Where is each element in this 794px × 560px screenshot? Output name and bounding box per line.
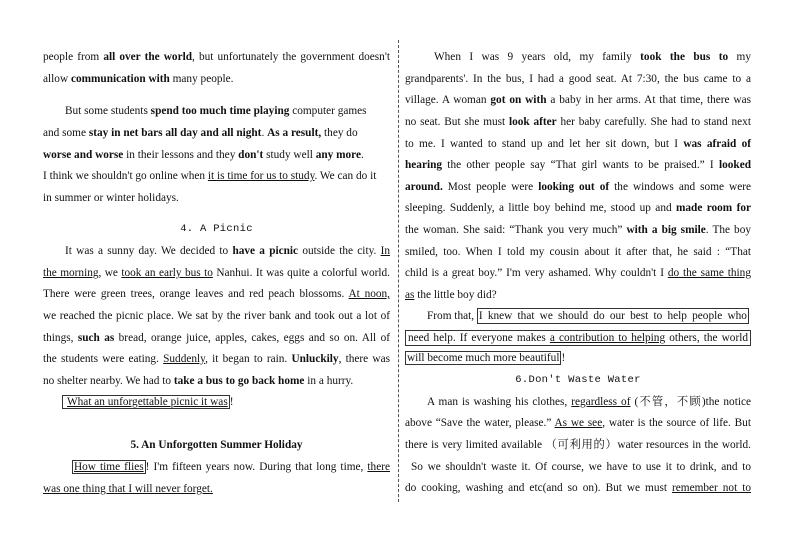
text-line: But some students spend too much time playing computer games — [65, 105, 367, 117]
boxed-phrase: How time flies — [74, 461, 144, 473]
text-line: the students were eating. Suddenly, it began to rain. Unluckily, there was — [43, 353, 390, 365]
text-line: and some stay in net bars all day and all night. As a result, they do — [43, 127, 358, 139]
text-line: From that, I knew that we should do our best to help people who — [427, 310, 747, 322]
text-line: What an unforgettable picnic it was ! — [43, 395, 390, 409]
text-line: around. Most people were looking out of the windows and some were — [405, 181, 751, 193]
text-line: A man is washing his clothes, regardless of (不管，不顾)the notice — [427, 396, 752, 408]
boxed-phrase: I knew that we should do our best to help people who — [478, 310, 747, 322]
text-line: worse and worse in their lessons and they don't study well any more. — [43, 149, 364, 161]
boxed-text-line: need help. If everyone makes a contribution to helping others, the world — [405, 330, 751, 346]
boxed-phrase: What an unforgettable picnic it was — [62, 395, 230, 409]
text-line: When I was 9 years old, my family took the bus to my — [434, 51, 751, 63]
text-line: above “Save the water, please.” As we see, water is the source of life. But — [405, 417, 751, 429]
text-line: There were green trees, orange leaves and red peach blossoms. At noon, — [43, 288, 390, 300]
text-line: I think we shouldn't go online when it is time for us to study. We can do it — [43, 170, 377, 182]
text-line: grandparents'. In the bus, I had a good seat. At 7:30, the bus came to a — [405, 73, 751, 85]
text-line: sleeping. Suddenly, a little boy behind me, stood up and made room for — [405, 202, 752, 214]
section-heading-5: 5. An Unforgotten Summer Holiday — [130, 439, 303, 451]
column-divider — [398, 40, 399, 502]
text-line: no shelter nearby. We had to take a bus to go back home in a hurry. — [43, 375, 354, 387]
text-line: we reached the picnic place. We sat by the river bank and took out a lot of — [43, 310, 390, 322]
text-line: to me. I wanted to stand up and let her sit down, but I was afraid of — [405, 138, 751, 150]
text-line: there is very limited available （可利用的）water resources in the world. — [405, 439, 751, 451]
text-line: was one thing that I will never forget. — [43, 483, 213, 495]
text-line: the morning, we took an early bus to Nanhui. It was quite a colorful world. — [43, 267, 390, 279]
boxed-phrase: will become much more beautiful — [407, 352, 560, 364]
text-line: village. A woman got on with a baby in her arms. At that time, there was — [405, 94, 751, 106]
section-heading-6: 6.Don't Waste Water — [515, 374, 641, 386]
text-line: allow communication with many people. — [43, 73, 234, 85]
text-line: things, such as bread, orange juice, apples, cakes, eggs and so on. All of — [43, 332, 390, 344]
text-line: do cooking, washing and etc(and so on). But we must remember not to — [405, 482, 751, 494]
text-line: the woman. She said: “Thank you very much” with a big smile. The boy — [405, 224, 751, 236]
text-line: as the little boy did? — [405, 289, 497, 301]
text-line: hearing the other people say “That girl wants to be praised.” I looked — [405, 159, 751, 171]
text-line: So we shouldn't waste it. Of course, we have to use it to drink, and to — [411, 461, 751, 473]
text-line: in summer or winter holidays. — [43, 192, 179, 204]
section-heading-4: 4. A Picnic — [180, 223, 253, 235]
text-line: people from all over the world, but unfortunately the government doesn't — [43, 51, 390, 63]
text-line: smiled, too. When I told my cousin about it after that, he said : “That — [405, 246, 751, 258]
text-line: It was a sunny day. We decided to have a picnic outside the city. In — [65, 245, 391, 257]
text-line: child is a great boy.” I'm very ashamed. Why couldn't I do the same thing — [405, 267, 751, 279]
text-line: will become much more beautiful ! — [407, 352, 566, 364]
text-line: How time flies ! I'm fifteen years now. During that long time, there — [74, 461, 390, 473]
text-line: no seat. But she must look after her baby carefully. She had to stand next — [405, 116, 751, 128]
